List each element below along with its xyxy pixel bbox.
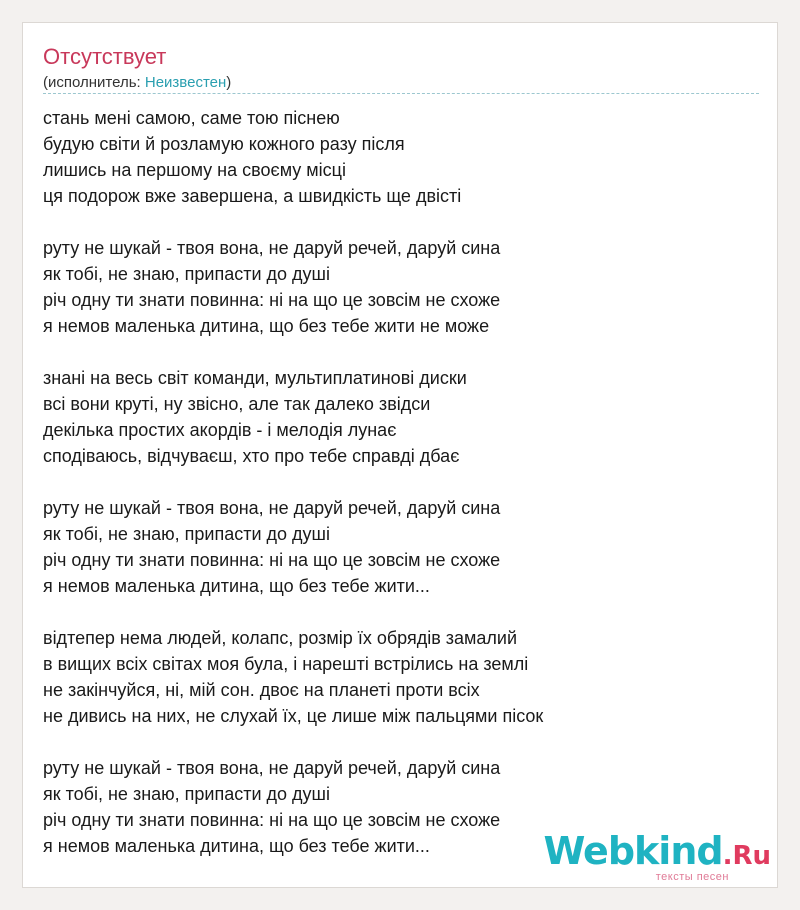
- lyric-line: руту не шукай - твоя вона, не даруй речей, даруй сина: [43, 238, 501, 258]
- lyrics-card: [22, 22, 778, 888]
- lyric-line: сподіваюсь, відчуваєш, хто про тебе справді дбає: [43, 446, 460, 466]
- lyric-line: я немов маленька дитина, що без тебе жити не може: [43, 316, 490, 336]
- lyric-line: руту не шукай - твоя вона, не даруй речей, даруй сина: [43, 498, 501, 518]
- lyric-line: я немов маленька дитина, що без тебе жити...: [43, 836, 430, 856]
- artist-suffix: ): [226, 74, 232, 91]
- lyrics-body: [43, 105, 759, 885]
- lyric-line: річ одну ти знати повинна: ні на що це зовсім не схоже: [43, 550, 501, 570]
- lyric-line: як тобі, не знаю, припасти до душі: [43, 784, 330, 804]
- lyric-line: руту не шукай - твоя вона, не даруй речей, даруй сина: [43, 758, 501, 778]
- stanza: [43, 625, 759, 729]
- lyric-line: лишись на першому на своєму місці: [43, 160, 346, 180]
- logo-main-text: Webkind: [543, 829, 723, 873]
- webkind-logo[interactable]: [543, 829, 771, 885]
- lyric-line: не дивись на них, не слухай їх, це лише між пальцями пісок: [43, 706, 544, 726]
- lyric-line: як тобі, не знаю, припасти до душі: [43, 264, 330, 284]
- artist-prefix: (исполнитель:: [43, 74, 145, 91]
- lyric-line: стань мені самою, саме тою піснею: [43, 108, 340, 128]
- lyric-line: ця подорож вже завершена, а швидкість ще двісті: [43, 186, 462, 206]
- lyric-line: я немов маленька дитина, що без тебе жити...: [43, 576, 430, 596]
- logo-tld: .Ru: [722, 841, 771, 871]
- lyric-line: як тобі, не знаю, припасти до душі: [43, 524, 330, 544]
- lyric-line: будую світи й розламую кожного разу після: [43, 134, 405, 154]
- lyric-line: декілька простих акордів - і мелодія лунає: [43, 420, 397, 440]
- lyric-line: річ одну ти знати повинна: ні на що це зовсім не схоже: [43, 290, 501, 310]
- stanza: [43, 235, 759, 339]
- lyric-line: річ одну ти знати повинна: ні на що це зовсім не схоже: [43, 810, 501, 830]
- lyric-line: знані на весь світ команди, мультиплатинові диски: [43, 368, 467, 388]
- artist-line: [43, 73, 231, 93]
- stanza: [43, 495, 759, 599]
- lyric-line: відтепер нема людей, колапс, розмір їх обрядів замалий: [43, 628, 518, 648]
- lyric-line: в вищих всіх світах моя була, і нарешті встрілись на землі: [43, 654, 529, 674]
- artist-link[interactable]: Неизвестен: [144, 74, 227, 91]
- lyric-line: не закінчуйся, ні, мій сон. двоє на планеті проти всіх: [43, 680, 480, 700]
- logo-tagline: тексты песен: [655, 871, 729, 883]
- lyric-line: всі вони круті, ну звісно, але так далеко звідси: [43, 394, 431, 414]
- stanza: [43, 105, 759, 209]
- song-title: Отсутствует: [43, 44, 167, 69]
- stanza: [43, 365, 759, 469]
- title-divider: [43, 93, 759, 94]
